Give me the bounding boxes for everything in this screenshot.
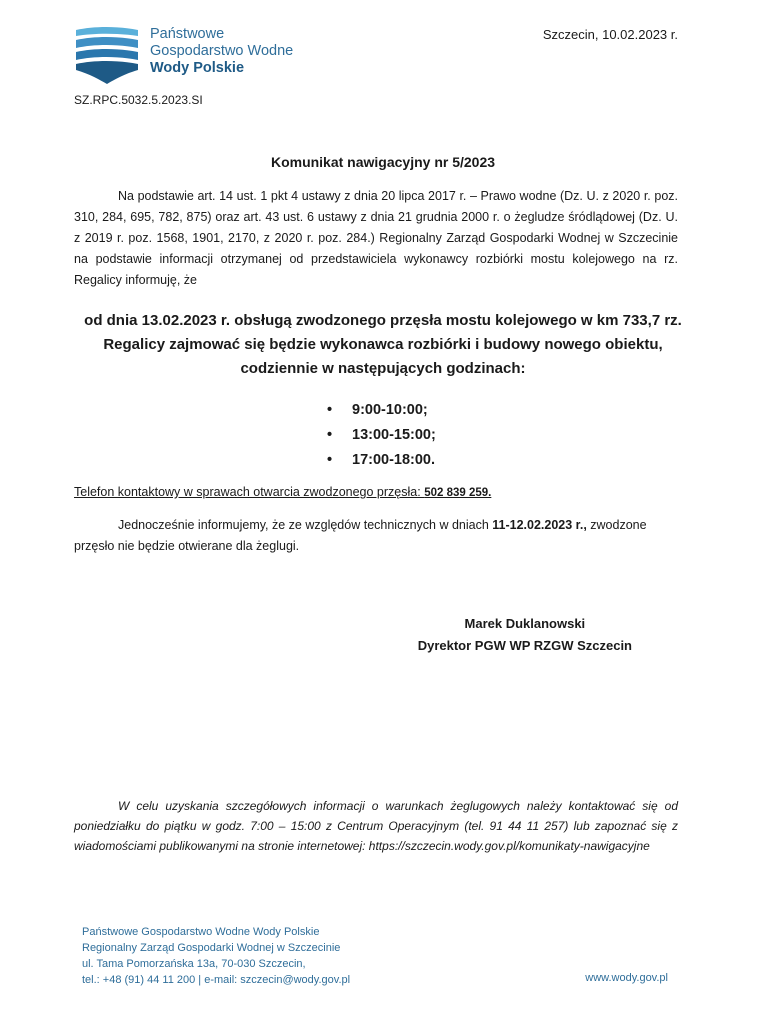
highlight-statement: od dnia 13.02.2023 r. obsługą zwodzonego przęsła mostu kolejowego w km 733,7 rz. Regalicy zajmować się będzie wykonawca rozbiórki i budowy nowego obiektu, codziennie w następujących godzinach: bbox=[84, 312, 682, 377]
reference-number: SZ.RPC.5032.5.2023.SI bbox=[74, 93, 203, 107]
signature-block bbox=[418, 613, 632, 657]
phone-number: 502 839 259. bbox=[424, 487, 492, 499]
hours-item: • 13:00-15:00; bbox=[322, 423, 436, 448]
footer-line-4: tel.: +48 (91) 44 11 200 | e-mail: szczecin@wody.gov.pl bbox=[82, 974, 351, 986]
footer-line-2: Regionalny Zarząd Gospodarki Wodnej w Szczecinie bbox=[82, 942, 341, 954]
org-line-1: Państwowe bbox=[150, 26, 225, 42]
organization-name bbox=[150, 26, 293, 77]
footer-website-link[interactable]: www.wody.gov.pl bbox=[585, 972, 668, 984]
notice-paragraph bbox=[74, 515, 678, 557]
pgw-wody-polskie-logo bbox=[74, 24, 140, 86]
footer-line-1: Państwowe Gospodarstwo Wodne Wody Polskie bbox=[82, 926, 320, 938]
org-line-2: Gospodarstwo Wodne bbox=[150, 43, 294, 59]
document-date: Szczecin, 10.02.2023 r. bbox=[542, 27, 678, 42]
phone-label: Telefon kontaktowy w sprawach otwarcia zwodzonego przęsła: bbox=[74, 485, 425, 499]
org-line-3: Wody Polskie bbox=[150, 60, 245, 76]
document-title: Komunikat nawigacyjny nr 5/2023 bbox=[270, 154, 496, 170]
hours-item: • 9:00-10:00; bbox=[322, 398, 436, 423]
signatory-name: Marek Duklanowski bbox=[464, 616, 586, 631]
signatory-position: Dyrektor PGW WP RZGW Szczecin bbox=[417, 638, 632, 653]
notice-text-post: zwodzone przęsło nie będzie otwierane dla żeglugi. bbox=[74, 518, 647, 553]
contact-phone-line bbox=[74, 485, 491, 499]
footer-line-3: ul. Tama Pomorzańska 13a, 70-030 Szczecin, bbox=[82, 958, 306, 970]
hours-item: • 17:00-18:00. bbox=[322, 448, 436, 473]
intro-paragraph: Na podstawie art. 14 ust. 1 pkt 4 ustawy z dnia 20 lipca 2017 r. – Prawo wodne (Dz. U. z 2020 r. poz. 310, 284, 695, 782, 875) oraz art. 43 ust. 6 ustawy z dnia 21 grudnia 2000 r. o żegludze śródlądowej (Dz. U. z 2019 r. poz. 1568, 1901, 2170, z 2020 r. poz. 284.) Regionalny Zarząd Gospodarki Wodnej w Szczecinie na podstawie informacji otrzymanej od przedstawiciela wykonawcy rozbiórki mostu kolejowego na rz. Regalicy informuję, że bbox=[74, 189, 678, 287]
notice-dates: 11-12.02.2023 r., bbox=[492, 518, 587, 532]
hours-list bbox=[322, 398, 436, 473]
notice-text-pre: Jednocześnie informujemy, że ze względów technicznych w dniach bbox=[118, 518, 493, 532]
info-paragraph: W celu uzyskania szczegółowych informacji o warunkach żeglugowych należy kontaktować się od poniedziałku do piątku w godz. 7:00 – 15:00 z Centrum Operacyjnym (tel. 91 44 11 257) lub zapoznać się z wiadomościami publikowanymi na stronie internetowej: https://szczecin.wody.gov.pl/komunikaty-nawigacyjne bbox=[74, 799, 678, 853]
footer-address bbox=[82, 924, 350, 988]
